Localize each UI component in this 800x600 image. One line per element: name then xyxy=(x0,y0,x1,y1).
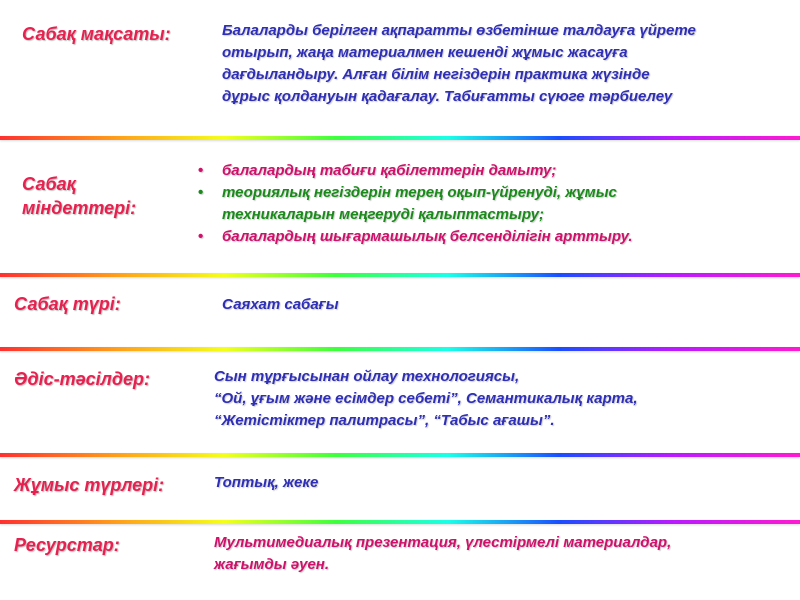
resources-label: Ресурстар: xyxy=(14,535,120,555)
work-value: Топтық, жеке xyxy=(214,474,319,491)
aim-label: Сабақ мақсаты: xyxy=(22,24,171,44)
tasks-label-line-1: Сабақ xyxy=(22,174,76,194)
methods-text xyxy=(214,366,638,432)
divider-1 xyxy=(0,136,800,140)
methods-line-2: “Ой, ұғым және есімдер себеті”, Семантикалық карта, xyxy=(214,390,638,407)
bullet-icon: • xyxy=(198,162,204,179)
divider-5 xyxy=(0,520,800,524)
aim-line-3: дағдыландыру. Алған білім негіздерін практика жүзінде xyxy=(222,66,650,83)
tasks-item-1-line-1: балалардың табиғи қабілеттерін дамыту; xyxy=(222,162,557,179)
aim-line-2: отырып, жаңа материалмен кешенді жұмыс жасауға xyxy=(222,44,628,61)
bullet-icon: • xyxy=(198,228,204,245)
aim-line-4: дұрыс қолдануын қадағалау. Табиғатты сүюге тәрбиелеу xyxy=(222,88,673,105)
tasks-item-2 xyxy=(198,182,633,226)
methods-line-1: Сын тұрғысынан ойлау технологиясы, xyxy=(214,368,520,385)
tasks-label-line-2: міндеттері: xyxy=(22,198,137,218)
aim-line-1: Балаларды берілген ақпаратты өзбетінше талдауға үйрете xyxy=(222,22,696,39)
tasks-item-2-line-2: техникаларын меңгеруді қалыптастыру; xyxy=(222,206,544,223)
tasks-item-3 xyxy=(198,226,633,248)
type-value: Саяхат сабағы xyxy=(222,296,339,313)
resources-text xyxy=(214,532,671,576)
work-label: Жұмыс түрлері: xyxy=(14,475,165,495)
bullet-icon: • xyxy=(198,184,204,201)
aim-text xyxy=(222,20,696,108)
methods-line-3: “Жетістіктер палитрасы”, “Табыс ағашы”. xyxy=(214,412,555,429)
tasks-list xyxy=(198,160,633,248)
tasks-label xyxy=(22,172,136,220)
tasks-item-2-line-1: теориялық негіздерін терең оқып-үйренуді, жұмыс xyxy=(222,184,617,201)
methods-label: Әдіс-тәсілдер: xyxy=(14,369,150,389)
resources-line-2: жағымды әуен. xyxy=(214,556,330,573)
resources-line-1: Мультимедиалық презентация, үлестірмелі материалдар, xyxy=(214,534,672,551)
divider-4 xyxy=(0,453,800,457)
divider-2 xyxy=(0,273,800,277)
type-label: Сабақ түрі: xyxy=(14,294,121,314)
divider-3 xyxy=(0,347,800,351)
tasks-item-3-line-1: балалардың шығармашылық белсенділігін арттыру. xyxy=(222,228,633,245)
tasks-item-1 xyxy=(198,160,633,182)
